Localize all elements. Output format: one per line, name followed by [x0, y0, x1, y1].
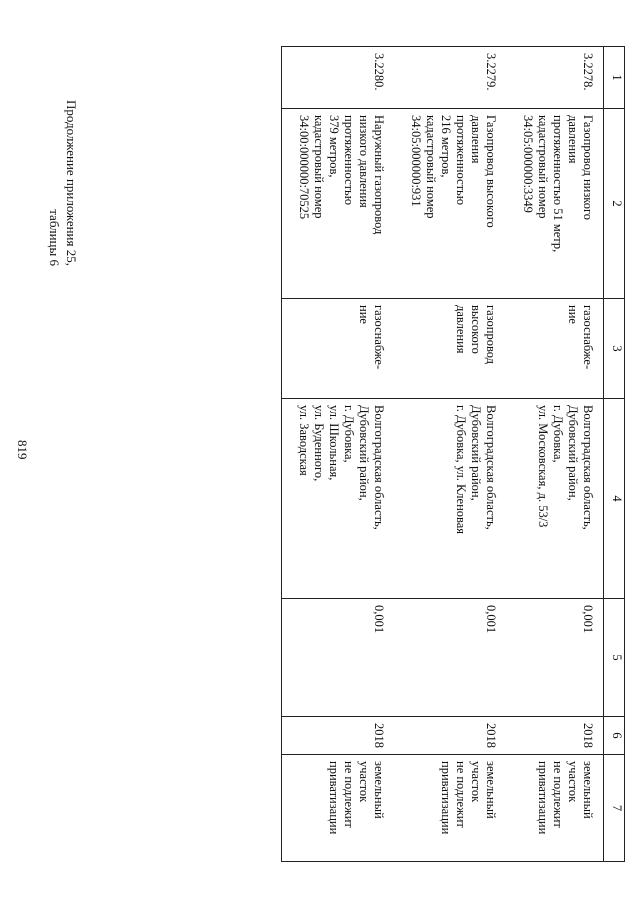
- cell-name-line: 216 метров,: [439, 115, 453, 178]
- cell-area: 0,001: [282, 599, 395, 717]
- cell-address-line: г. Дубовка,: [342, 405, 356, 463]
- cell-note-line: земельный: [372, 761, 386, 819]
- cell-purpose-line: газоснабже-: [581, 305, 595, 370]
- property-table: [281, 46, 625, 862]
- header-col-3: 3: [604, 299, 625, 399]
- cell-purpose: [282, 299, 395, 399]
- cell-purpose: [394, 299, 506, 399]
- table-row: [282, 47, 395, 862]
- cell-note-line: участок: [566, 761, 580, 803]
- cell-note-line: не подлежит: [454, 761, 468, 828]
- cell-name: [394, 109, 506, 299]
- cell-address-line: ул. Буденного,: [312, 405, 326, 482]
- cell-name-line: Наружный газопровод: [372, 115, 386, 235]
- cell-area: 0,001: [506, 599, 604, 717]
- cell-number: 3.2280.: [282, 47, 395, 109]
- cell-name-line: 34:05:000000:931: [409, 115, 423, 207]
- cell-note-line: приватизации: [439, 761, 453, 835]
- cell-purpose-line: газопровод: [484, 305, 498, 365]
- cell-note-line: не подлежит: [342, 761, 356, 828]
- cell-address-line: Дубовский район,: [566, 405, 580, 501]
- cell-name-line: протяженностью: [342, 115, 356, 206]
- continuation-line-2: таблицы 6: [47, 209, 62, 266]
- cell-note-line: земельный: [581, 761, 595, 819]
- header-col-6: 6: [604, 717, 625, 755]
- cell-address: [506, 399, 604, 599]
- cell-purpose-line: давления: [454, 305, 468, 354]
- cell-area: 0,001: [394, 599, 506, 717]
- cell-purpose-line: ние: [357, 305, 371, 324]
- cell-number: 3.2279.: [394, 47, 506, 109]
- header-col-2: 2: [604, 109, 625, 299]
- cell-name-line: кадастровый номер: [312, 115, 326, 219]
- cell-address: [394, 399, 506, 599]
- table-frame: [115, 46, 625, 861]
- header-col-5: 5: [604, 599, 625, 717]
- cell-number: 3.2278.: [506, 47, 604, 109]
- cell-name-line: 379 метров,: [327, 115, 341, 178]
- cell-address-line: Дубовский район,: [469, 405, 483, 501]
- cell-name-line: низкого давления: [357, 115, 371, 208]
- cell-name: [506, 109, 604, 299]
- cell-name: [282, 109, 395, 299]
- cell-address-line: Дубовский район,: [357, 405, 371, 501]
- header-col-1: 1: [604, 47, 625, 109]
- cell-name-line: кадастровый номер: [424, 115, 438, 219]
- header-col-7: 7: [604, 755, 625, 862]
- cell-note-line: участок: [469, 761, 483, 803]
- cell-name-line: 34:00:000000:70525: [297, 115, 311, 220]
- cell-note: [394, 755, 506, 862]
- table-row: [394, 47, 506, 862]
- cell-year: 2018: [282, 717, 395, 755]
- continuation-note: [46, 46, 80, 266]
- cell-address-line: ул. Московская, д. 53/3: [536, 405, 550, 528]
- cell-address-line: Волгоградская область,: [372, 405, 386, 530]
- continuation-line-1: Продолжение приложения 25,: [64, 99, 79, 266]
- cell-name-line: Газопровод низкого: [581, 115, 595, 221]
- cell-note-line: земельный: [484, 761, 498, 819]
- cell-name-line: Газопровод высокого: [484, 115, 498, 228]
- cell-name-line: 34:05:000000:3349: [521, 115, 535, 213]
- cell-name-line: протяженностью: [454, 115, 468, 206]
- cell-address-line: ул. Заводская: [297, 405, 311, 476]
- cell-year: 2018: [394, 717, 506, 755]
- cell-address-line: Волгоградская область,: [581, 405, 595, 530]
- cell-name-line: давления: [566, 115, 580, 164]
- cell-purpose: [506, 299, 604, 399]
- cell-purpose-line: ние: [566, 305, 580, 324]
- cell-purpose-line: высокого: [469, 305, 483, 354]
- cell-address: [282, 399, 395, 599]
- cell-purpose-line: газоснабже-: [372, 305, 386, 370]
- page-number: 819: [15, 440, 30, 460]
- cell-note-line: приватизации: [327, 761, 341, 835]
- cell-address-line: г. Дубовка, ул. Кленовая: [454, 405, 468, 535]
- header-col-4: 4: [604, 399, 625, 599]
- cell-address-line: г. Дубовка,: [551, 405, 565, 463]
- cell-note-line: участок: [357, 761, 371, 803]
- cell-name-line: протяженностью 51 метр,: [551, 115, 565, 253]
- cell-note: [506, 755, 604, 862]
- cell-note-line: не подлежит: [551, 761, 565, 828]
- cell-note-line: приватизации: [536, 761, 550, 835]
- header-row: [604, 47, 625, 862]
- cell-year: 2018: [506, 717, 604, 755]
- cell-note: [282, 755, 395, 862]
- cell-address-line: Волгоградская область,: [484, 405, 498, 530]
- table-row: [506, 47, 604, 862]
- cell-address-line: ул. Школьная,: [327, 405, 341, 481]
- cell-name-line: давления: [469, 115, 483, 164]
- cell-name-line: кадастровый номер: [536, 115, 550, 219]
